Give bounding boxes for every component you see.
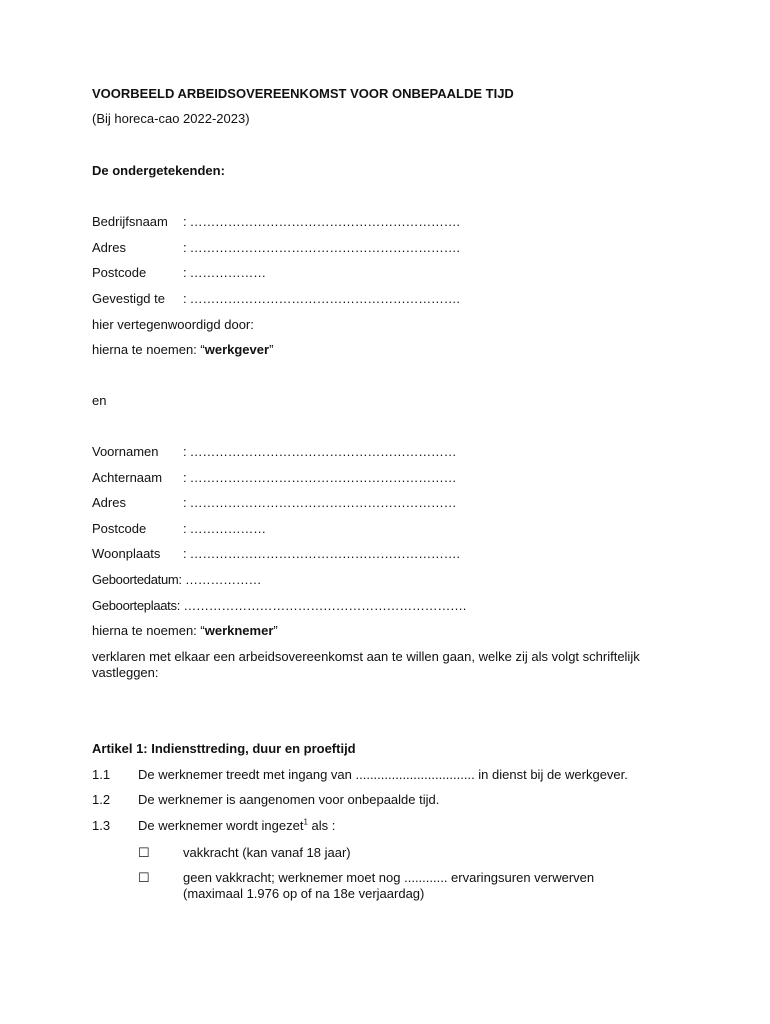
- employer-postcode-label: Postcode: [92, 265, 147, 280]
- footnote-marker: 1: [303, 817, 308, 827]
- first-names-label: Voornamen: [92, 444, 159, 459]
- employer-named-term: werkgever: [204, 342, 270, 357]
- established-at-field: : ……………………………………………………….: [183, 291, 460, 306]
- article-1-2-text: De werknemer is aangenomen voor onbepaalde tijd.: [138, 792, 440, 807]
- represented-by-text: hier vertegenwoordigd door:: [92, 317, 254, 332]
- employee-named-suffix: ”: [273, 623, 278, 638]
- employee-named-term: werknemer: [204, 623, 274, 638]
- company-name-label: Bedrijfsnaam: [92, 214, 168, 229]
- declaration-text: verklaren met elkaar een arbeidsovereenkomst aan te willen gaan, welke zij als volgt schriftelijk vastleggen:: [92, 649, 640, 680]
- first-names-field: : ………………………………………………………: [183, 444, 457, 459]
- employee-address-label: Adres: [92, 495, 126, 510]
- option-not-skilled-worker: geen vakkracht; werknemer moet nog ............ ervaringsuren verwerven (maximaal 1.976 op of na 18e verjaardag): [183, 870, 595, 901]
- employee-postcode-label: Postcode: [92, 521, 147, 536]
- surname-field: : ………………………………………………………: [183, 470, 457, 485]
- employee-postcode-field: : ………………: [183, 521, 266, 536]
- employer-postcode-field: : ………………: [183, 265, 266, 280]
- established-at-label: Gevestigd te: [92, 291, 165, 306]
- birth-place-field: Geboorteplaats: ………………………………………………………….: [92, 598, 467, 613]
- employee-named-prefix: hierna te noemen: “: [92, 623, 205, 638]
- residence-label: Woonplaats: [92, 546, 161, 561]
- employer-address-label: Adres: [92, 240, 126, 255]
- surname-label: Achternaam: [92, 470, 163, 485]
- employer-named-prefix: hierna te noemen: “: [92, 342, 205, 357]
- employee-named-line: [92, 623, 278, 639]
- document-title: VOORBEELD ARBEIDSOVEREENKOMST VOOR ONBEPAALDE TIJD: [92, 86, 514, 101]
- and-text: en: [92, 393, 107, 408]
- checkbox-icon[interactable]: ☐: [138, 845, 150, 860]
- article-1-3-text-before: De werknemer wordt ingezet: [138, 818, 304, 833]
- article-1-3-number: 1.3: [92, 818, 111, 833]
- article-1-1-number: 1.1: [92, 767, 111, 782]
- undersigned-heading: De ondergetekenden:: [92, 163, 225, 178]
- document-subtitle: (Bij horeca-cao 2022-2023): [92, 111, 250, 126]
- article-1-1-text: De werknemer treedt met ingang van ................................. in dienst bij de werkgever.: [138, 767, 628, 782]
- article-1-heading: Artikel 1: Indiensttreding, duur en proeftijd: [92, 741, 356, 756]
- employee-address-field: : ………………………………………………………: [183, 495, 457, 510]
- article-1-2-number: 1.2: [92, 792, 111, 807]
- company-name-field: : ……………………………………………………….: [183, 214, 460, 229]
- employer-address-field: : ……………………………………………………….: [183, 240, 460, 255]
- article-1-3-text-after: als :: [307, 818, 336, 833]
- employer-named-line: [92, 342, 273, 358]
- article-1-3-text: [138, 818, 335, 834]
- birth-date-field: Geboortedatum: ………………: [92, 572, 262, 587]
- option-skilled-worker: vakkracht (kan vanaf 18 jaar): [183, 845, 351, 860]
- employer-named-suffix: ”: [269, 342, 274, 357]
- residence-field: : ……………………………………………………….: [183, 546, 460, 561]
- checkbox-icon[interactable]: ☐: [138, 870, 150, 885]
